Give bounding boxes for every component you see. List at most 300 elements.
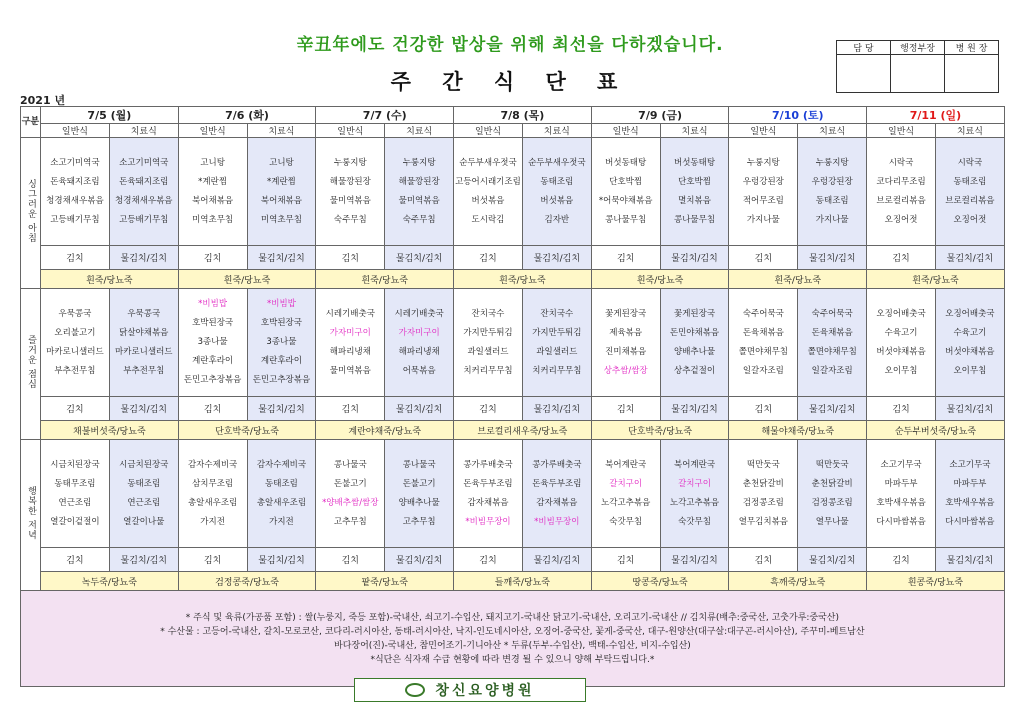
dish-item: 콩가루배춧국	[532, 459, 582, 470]
dish-item: 노각고추볶음	[669, 497, 720, 508]
porridge-cell: 검정콩죽/당뇨죽	[178, 572, 316, 591]
porridge-cell: 흰죽/당뇨죽	[729, 270, 867, 289]
dish-item: 가자미구이	[329, 327, 371, 338]
dish-item: 잔치국수	[540, 308, 574, 319]
therapy-dish-cell	[385, 138, 454, 246]
hospital-logo	[354, 678, 586, 702]
dish-item: 소고기미역국	[50, 157, 100, 168]
kimchi-cell: 물김치/김치	[522, 548, 591, 572]
therapy-diet-header: 치료식	[522, 124, 591, 138]
therapy-dish-cell	[935, 440, 1004, 548]
porridge-cell: 계란야채죽/당뇨죽	[316, 421, 454, 440]
dish-item: 감자채볶음	[536, 497, 578, 508]
day-header: 7/6 (화)	[178, 107, 316, 124]
dish-item: 감자채볶음	[467, 497, 509, 508]
kimchi-cell: 물김치/김치	[522, 397, 591, 421]
therapy-diet-header: 치료식	[798, 124, 867, 138]
hospital-name: 창신요양병원	[435, 683, 535, 699]
gubun-header: 구분	[21, 107, 41, 138]
dish-item: 콩나물국	[333, 459, 367, 470]
porridge-cell: 흰콩죽/당뇨죽	[867, 572, 1005, 591]
dish-item: 콩나물무침	[605, 214, 647, 225]
approval-sign-staff	[837, 55, 891, 93]
dish-item: 열무김치볶음	[738, 516, 788, 527]
dish-item: 부추전무침	[123, 365, 165, 376]
dish-item: 치커리무무침	[463, 365, 513, 376]
dish-item: 갈치구이	[678, 478, 711, 489]
dish-item: 노각고추볶음	[601, 497, 651, 508]
hospital-emblem-icon	[405, 683, 425, 697]
dish-item: 마카로니샐러드	[115, 346, 173, 357]
dish-item: 오이무침	[953, 365, 987, 376]
dish-item: 고등어시래기조림	[455, 176, 521, 187]
dish-item: 가지나물	[746, 214, 780, 225]
dish-item: 동태조림	[540, 176, 574, 187]
dish-item: 고등배기무침	[50, 214, 100, 225]
dish-item: 우묵콩국	[58, 308, 92, 319]
dish-item: 양배추나물	[398, 497, 440, 508]
kimchi-cell: 물김치/김치	[109, 548, 178, 572]
dish-item: 돈육돼지조림	[119, 176, 169, 187]
dish-item: 북어계란국	[673, 459, 716, 470]
dish-item: 브로컬리볶음	[945, 195, 995, 206]
porridge-cell: 녹두죽/당뇨죽	[41, 572, 179, 591]
kimchi-cell: 김치	[729, 548, 798, 572]
dish-item: 가지전	[269, 516, 294, 527]
dish-item: 숙갓무침	[678, 516, 711, 527]
dish-item: 시금치된장국	[119, 459, 169, 470]
dish-item: *계란찜	[198, 176, 228, 187]
dish-item: 오징어배춧국	[945, 308, 995, 319]
approval-director: 병 원 장	[945, 41, 999, 55]
dish-item: 동태조림	[265, 478, 298, 489]
therapy-dish-cell	[109, 440, 178, 548]
dish-item: 검정콩조림	[811, 497, 853, 508]
dish-item: 과일샐러드	[536, 346, 578, 357]
dish-item: 상추쌈/쌈장	[603, 365, 648, 376]
dish-item: 소고기미역국	[119, 157, 169, 168]
kimchi-cell: 김치	[178, 548, 247, 572]
dish-item: *어묵야채볶음	[598, 195, 653, 206]
dish-item: 시락국	[888, 157, 914, 168]
general-dish-cell	[729, 138, 798, 246]
dish-item: 해물깡된장	[398, 176, 440, 187]
dish-item: 청경채새우볶음	[46, 195, 104, 206]
kimchi-cell: 김치	[454, 548, 523, 572]
dish-item: 닭살야채볶음	[119, 327, 169, 338]
dish-item: *비빔무장이	[534, 516, 580, 527]
dish-item: 계란후라이	[192, 356, 234, 366]
dish-item: 시레기배춧국	[325, 308, 375, 319]
dish-item: 부추전무침	[54, 365, 96, 376]
dish-item: 브로컬리볶음	[876, 195, 926, 206]
dish-item: 삼치무조림	[192, 478, 234, 489]
porridge-cell: 흰죽/당뇨죽	[591, 270, 729, 289]
therapy-dish-cell	[798, 440, 867, 548]
dish-item: 검정콩조림	[742, 497, 784, 508]
slogan: 辛丑年에도 건강한 밥상을 위해 최선을 다하겠습니다.	[296, 35, 724, 55]
dish-item: 일갈자조림	[742, 365, 784, 376]
day-header: 7/8 (목)	[454, 107, 592, 124]
kimchi-cell: 김치	[867, 548, 936, 572]
dish-item: 제육볶음	[609, 327, 643, 338]
porridge-cell: 단호박죽/당뇨죽	[591, 421, 729, 440]
kimchi-cell: 김치	[454, 246, 523, 270]
dish-item: 순두부새우젓국	[459, 157, 517, 168]
dish-item: 가지전	[200, 516, 225, 527]
kimchi-cell: 물김치/김치	[385, 246, 454, 270]
dish-item: 우렁강된장	[811, 176, 853, 187]
dish-item: 단호박찜	[678, 176, 711, 187]
kimchi-cell: 김치	[316, 397, 385, 421]
general-dish-cell	[316, 289, 385, 397]
dish-item: 버섯볶음	[471, 195, 505, 206]
dish-item: 순두부새우젓국	[528, 157, 586, 168]
dish-item: 마파두부	[953, 478, 987, 489]
dish-item: 수육고기	[953, 327, 987, 338]
dish-item: 코다리무조림	[876, 176, 926, 187]
kimchi-cell: 김치	[591, 548, 660, 572]
change-notice: *식단은 식자재 수급 현황에 따라 변경 될 수 있으니 양해 부탁드립니다.*	[370, 654, 655, 665]
dish-item: 고니탕	[269, 157, 294, 168]
therapy-dish-cell	[660, 289, 729, 397]
meal-label-text: 행복한 저녁	[26, 485, 36, 540]
kimchi-cell: 물김치/김치	[935, 246, 1004, 270]
dish-item: 시금치된장국	[50, 459, 100, 470]
meal-dishes-row	[21, 289, 1005, 397]
dish-item: 단호박찜	[609, 176, 643, 187]
approval-admin: 행정부장	[891, 41, 945, 55]
porridge-row	[21, 421, 1005, 440]
year-label: 2021 년	[20, 94, 66, 107]
kimchi-cell: 김치	[178, 397, 247, 421]
kimchi-cell: 김치	[867, 246, 936, 270]
dish-item: 물미역볶음	[329, 195, 371, 206]
dish-item: 동태조림	[953, 176, 987, 187]
approval-sign-director	[945, 55, 999, 93]
dish-item: 미역초무침	[260, 214, 302, 225]
dish-item: 갈치구이	[609, 478, 643, 489]
therapy-diet-header: 치료식	[109, 124, 178, 138]
approval-staff: 담 당	[837, 41, 891, 55]
kimchi-cell: 김치	[454, 397, 523, 421]
dish-item: 연근조림	[58, 497, 92, 508]
general-dish-cell	[316, 138, 385, 246]
kimchi-cell: 물김치/김치	[109, 246, 178, 270]
dish-item: 치커리무무침	[532, 365, 582, 376]
dish-item: 꽃게된장국	[673, 308, 716, 319]
therapy-dish-cell	[798, 289, 867, 397]
dish-item: 소고기무국	[880, 459, 922, 470]
dish-item: 떡만둣국	[746, 459, 780, 470]
therapy-dish-cell	[935, 289, 1004, 397]
dish-item: 버섯동태탕	[673, 157, 716, 168]
dish-item: 숙주어묵국	[742, 308, 784, 319]
therapy-dish-cell	[385, 440, 454, 548]
kimchi-cell: 물김치/김치	[660, 246, 729, 270]
dish-item: 총알새우조림	[187, 497, 238, 508]
dish-item: 계란후라이	[260, 356, 302, 366]
notes-row	[21, 591, 1005, 687]
dish-item: 춘천닭갈비	[811, 478, 853, 489]
dish-item: 고추무침	[333, 516, 367, 527]
dish-item: *계란찜	[267, 176, 296, 187]
dish-item: 돈불고기	[402, 478, 436, 489]
dish-item: 돈민고추장볶음	[183, 375, 242, 385]
dish-item: 콩나물국	[402, 459, 436, 470]
general-diet-header: 일반식	[729, 124, 798, 138]
origin-note-line: 바다장어(진)-국내산, 참민어조기-기니아산 * 두류(두부-수입산), 백태-수입산, 비지-수입산)	[334, 640, 691, 651]
therapy-dish-cell	[522, 289, 591, 397]
dish-item: 누룽지탕	[402, 157, 436, 168]
porridge-cell: 팥죽/당뇨죽	[316, 572, 454, 591]
therapy-diet-header: 치료식	[385, 124, 454, 138]
dish-item: 동태무조림	[54, 478, 96, 489]
general-diet-header: 일반식	[316, 124, 385, 138]
dish-item: 고등배기무침	[119, 214, 169, 225]
kimchi-cell: 김치	[316, 246, 385, 270]
dish-item: 총알새우조림	[256, 497, 307, 508]
dish-item: 진미채볶음	[605, 346, 647, 357]
dish-item: 북어채볶음	[260, 195, 302, 206]
therapy-dish-cell	[935, 138, 1004, 246]
therapy-dish-cell	[522, 440, 591, 548]
dish-item: 우렁강된장	[742, 176, 784, 187]
dish-item: 도시락김	[471, 214, 505, 225]
dish-item: 열갈이나물	[123, 516, 165, 527]
dish-item: 숙주어묵국	[811, 308, 853, 319]
meal-dishes-row	[21, 440, 1005, 548]
dish-item: 감자수제비국	[256, 459, 307, 470]
therapy-dish-cell	[247, 440, 316, 548]
kimchi-cell: 물김치/김치	[935, 397, 1004, 421]
general-dish-cell	[591, 440, 660, 548]
therapy-dish-cell	[660, 138, 729, 246]
dish-item: 적어무조림	[742, 195, 784, 206]
general-diet-header: 일반식	[41, 124, 110, 138]
dish-item: 버섯야채볶음	[876, 346, 926, 357]
kimchi-cell: 물김치/김치	[247, 397, 316, 421]
general-dish-cell	[178, 289, 247, 397]
kimchi-cell: 김치	[867, 397, 936, 421]
dish-item: 과일샐러드	[467, 346, 509, 357]
dish-item: 호박된장국	[192, 318, 234, 328]
therapy-dish-cell	[385, 289, 454, 397]
approval-sign-admin	[891, 55, 945, 93]
general-dish-cell	[454, 440, 523, 548]
dish-item: 열무나물	[815, 516, 849, 527]
general-dish-cell	[867, 440, 936, 548]
dish-item: 물미역볶음	[329, 365, 371, 376]
kimchi-cell: 물김치/김치	[385, 548, 454, 572]
general-dish-cell	[591, 289, 660, 397]
kimchi-cell: 김치	[591, 397, 660, 421]
porridge-cell: 해물야채죽/당뇨죽	[729, 421, 867, 440]
kimchi-cell: 김치	[591, 246, 660, 270]
porridge-cell: 브로컬리새우죽/당뇨죽	[454, 421, 592, 440]
dish-item: 소고기무국	[949, 459, 991, 470]
kimchi-cell: 물김치/김치	[522, 246, 591, 270]
dish-item: 가자미구이	[398, 327, 440, 338]
dish-item: 꽃게된장국	[605, 308, 647, 319]
kimchi-cell: 김치	[729, 397, 798, 421]
dish-item: 떡만둣국	[815, 459, 849, 470]
dish-item: 미역초무침	[192, 214, 234, 225]
general-dish-cell	[454, 289, 523, 397]
kimchi-cell: 물김치/김치	[109, 397, 178, 421]
kimchi-row	[21, 397, 1005, 421]
dish-item: 동태조림	[127, 478, 161, 489]
general-dish-cell	[867, 289, 936, 397]
general-dish-cell	[41, 440, 110, 548]
dish-item: 누룽지탕	[815, 157, 849, 168]
general-dish-cell	[729, 289, 798, 397]
dish-item: 수육고기	[884, 327, 918, 338]
porridge-row	[21, 572, 1005, 591]
day-header: 7/5 (월)	[41, 107, 179, 124]
dish-item: 호박된장국	[260, 318, 302, 328]
dish-item: 누룽지탕	[333, 157, 367, 168]
porridge-cell: 흑깨죽/당뇨죽	[729, 572, 867, 591]
dish-item: 양배추나물	[673, 346, 716, 357]
dish-item: 오이무침	[884, 365, 918, 376]
dish-item: 해파리냉채	[398, 346, 440, 357]
kimchi-cell: 김치	[178, 246, 247, 270]
porridge-cell: 흰죽/당뇨죽	[867, 270, 1005, 289]
origin-note-line: * 수산물 : 고등어-국내산, 갈치-모로코산, 코다리-러시아산, 동태-러시아산, 낙지-인도네시아산, 오징어-중국산, 꽃게-중국산, 대구-원양산(대구살:대구곤-러시아산), 주꾸미-베트남산	[160, 626, 865, 637]
day-header: 7/9 (금)	[591, 107, 729, 124]
dish-item: 멸치볶음	[678, 195, 711, 206]
porridge-cell: 순두부버섯죽/당뇨죽	[867, 421, 1005, 440]
dish-item: 돈육돼지조림	[50, 176, 100, 187]
meal-label	[21, 440, 41, 591]
dish-item: 돈민야채볶음	[669, 327, 720, 338]
dish-item: 상추겉절이	[673, 365, 716, 376]
therapy-dish-cell	[109, 138, 178, 246]
general-dish-cell	[316, 440, 385, 548]
dish-item: 콩가루배춧국	[463, 459, 513, 470]
therapy-dish-cell	[247, 138, 316, 246]
therapy-diet-header: 치료식	[935, 124, 1004, 138]
dish-item: 고니탕	[200, 157, 225, 168]
dish-item: 청경채새우볶음	[115, 195, 173, 206]
dish-item: 북어채볶음	[192, 195, 234, 206]
meal-label-text: 싱그러운 아침	[26, 178, 36, 243]
general-dish-cell	[178, 440, 247, 548]
therapy-dish-cell	[660, 440, 729, 548]
dish-item: 돈육채볶음	[742, 327, 784, 338]
dish-item: 돈민고추장볶음	[252, 375, 311, 385]
day-header-row	[21, 107, 1005, 124]
dish-item: 일갈자조림	[811, 365, 853, 376]
kimchi-cell: 김치	[41, 246, 110, 270]
general-dish-cell	[454, 138, 523, 246]
day-header: 7/7 (수)	[316, 107, 454, 124]
general-dish-cell	[41, 138, 110, 246]
general-diet-header: 일반식	[867, 124, 936, 138]
dish-item: 가지만두튀김	[532, 327, 582, 338]
general-diet-header: 일반식	[178, 124, 247, 138]
therapy-dish-cell	[109, 289, 178, 397]
dish-item: 버섯야채볶음	[945, 346, 995, 357]
dish-item: 호박새우볶음	[945, 497, 995, 508]
weekly-menu-table	[20, 106, 1005, 687]
dish-item: 다시마쌈볶음	[876, 516, 926, 527]
kimchi-cell: 물김치/김치	[247, 246, 316, 270]
kimchi-cell: 김치	[316, 548, 385, 572]
dish-item: 3종나물	[266, 337, 297, 347]
meal-label	[21, 138, 41, 289]
dish-item: 어묵볶음	[402, 365, 436, 376]
porridge-row	[21, 270, 1005, 289]
kimchi-row	[21, 548, 1005, 572]
porridge-cell: 들깨죽/당뇨죽	[454, 572, 592, 591]
dish-item: 버섯동태탕	[605, 157, 647, 168]
dish-item: *비빔밥	[267, 299, 296, 309]
dish-item: 버섯볶음	[540, 195, 574, 206]
kimchi-cell: 물김치/김치	[798, 397, 867, 421]
general-dish-cell	[729, 440, 798, 548]
general-dish-cell	[41, 289, 110, 397]
dish-item: 숙주무침	[402, 214, 436, 225]
porridge-cell: 흰죽/당뇨죽	[454, 270, 592, 289]
dish-item: *양배추쌈/쌈장	[322, 497, 379, 508]
dish-item: 돈불고기	[333, 478, 367, 489]
dish-item: 춘천닭갈비	[742, 478, 784, 489]
dish-item: 동태조림	[815, 195, 849, 206]
porridge-cell: 흰죽/당뇨죽	[316, 270, 454, 289]
kimchi-cell: 물김치/김치	[660, 397, 729, 421]
dish-item: 연근조림	[127, 497, 161, 508]
kimchi-row	[21, 246, 1005, 270]
dish-item: 마카로니샐러드	[46, 346, 104, 357]
kimchi-cell: 물김치/김치	[660, 548, 729, 572]
dish-item: 돈육두부조림	[463, 478, 513, 489]
porridge-cell: 흰죽/당뇨죽	[178, 270, 316, 289]
dish-item: 시레기배춧국	[394, 308, 444, 319]
dish-item: 오리불고기	[54, 327, 96, 338]
dish-item: 마파두부	[884, 478, 918, 489]
dish-item: *비빔무장이	[465, 516, 511, 527]
origin-note-line: * 주식 및 육류(가공품 포함) : 쌀(누룽지, 죽등 포함)-국내산, 쇠고기-수입산, 돼지고기-국내산 닭고기-국내산, 오리고기-국내산 // 김치류(배추:중국산, 고춧가루:중국산)	[185, 612, 840, 623]
therapy-dish-cell	[522, 138, 591, 246]
dish-item: 숙갓무침	[609, 516, 643, 527]
dish-item: 호박새우볶음	[876, 497, 926, 508]
meal-type-row	[21, 124, 1005, 138]
kimchi-cell: 김치	[41, 397, 110, 421]
dish-item: 해파리냉채	[329, 346, 371, 357]
dish-item: 오징어젓	[953, 214, 987, 225]
kimchi-cell: 물김치/김치	[935, 548, 1004, 572]
dish-item: 콩나물무침	[673, 214, 716, 225]
day-header: 7/11 (일)	[867, 107, 1005, 124]
dish-item: 고추무침	[402, 516, 436, 527]
origin-notes	[21, 591, 1005, 687]
dish-item: 오징어배춧국	[876, 308, 926, 319]
dish-item: *비빔밥	[198, 299, 228, 309]
porridge-cell: 흰죽/당뇨죽	[41, 270, 179, 289]
kimchi-cell: 김치	[729, 246, 798, 270]
dish-item: 시락국	[957, 157, 983, 168]
dish-item: 돈육채볶음	[811, 327, 853, 338]
general-diet-header: 일반식	[591, 124, 660, 138]
dish-item: 누룽지탕	[746, 157, 780, 168]
dish-item: 우묵콩국	[127, 308, 161, 319]
dish-item: 감자수제비국	[187, 459, 238, 470]
approval-box	[836, 40, 999, 93]
therapy-dish-cell	[798, 138, 867, 246]
dish-item: 돈육두부조림	[532, 478, 582, 489]
